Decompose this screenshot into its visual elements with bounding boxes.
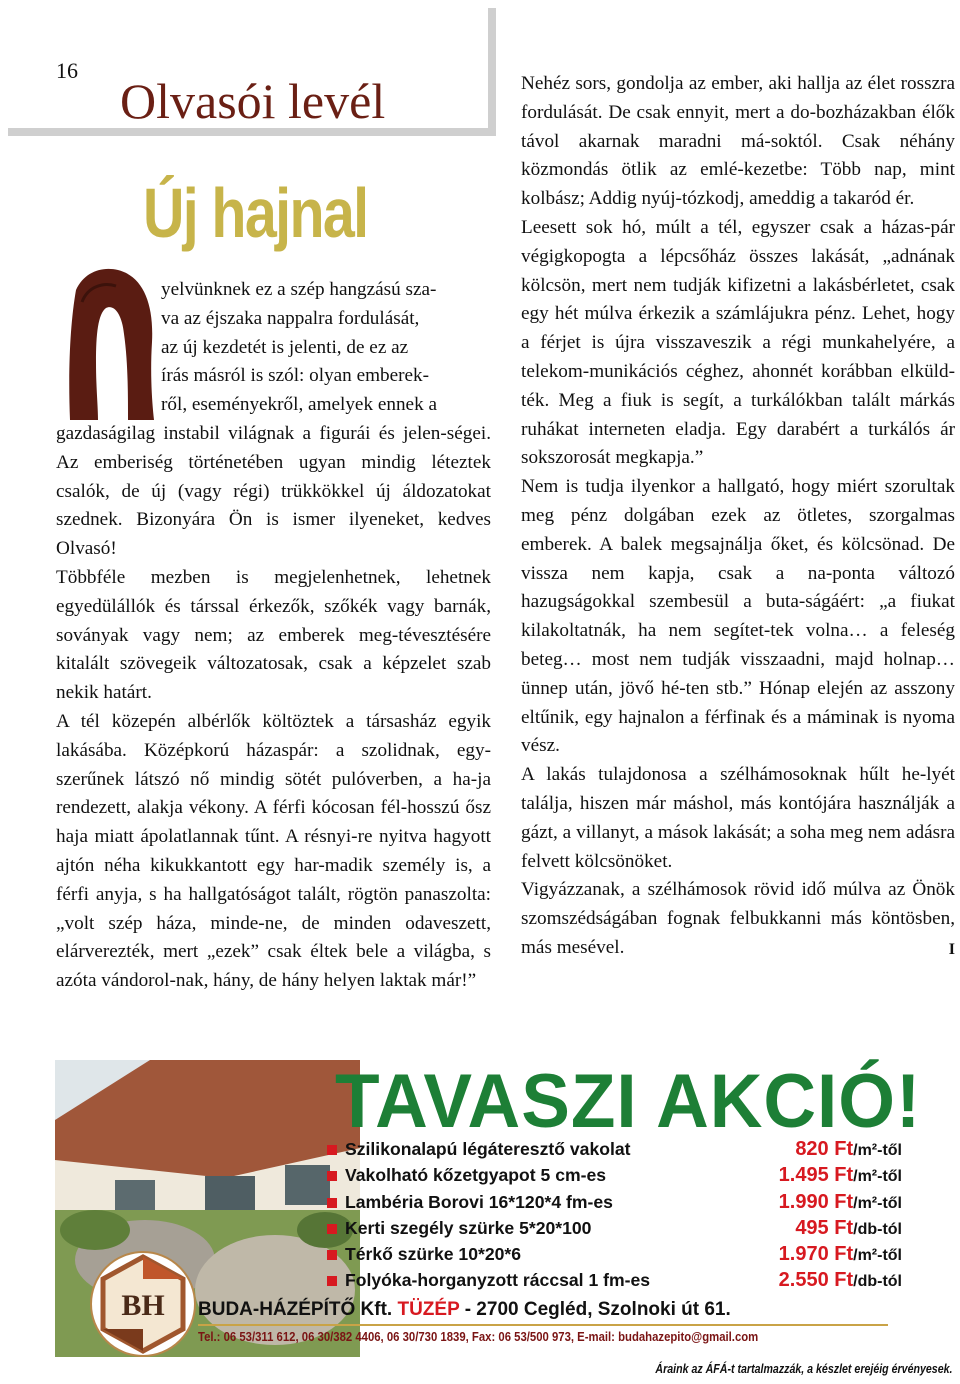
page-number: 16 [56, 58, 78, 83]
price-value: 1.495 Ft [778, 1164, 854, 1187]
intro-line: ről, eseményekről, amelyek ennek a [161, 394, 437, 416]
intro-line: yelvünknek ez a szép hangzású sza- [161, 279, 437, 300]
product-name: Szilikonalapú légáteresztő vakolat [345, 1139, 631, 1159]
price-unit: /db-tól [853, 1220, 902, 1238]
article-paragraph: gazdaságilag instabil világnak a figurái és jelen-ségei. Az emberiség történetében ugyan mindig léteztek csalók, de új (vagy régi) trükkökkel új áldozatokat szednek. Bizonyára Ön is ismer ilyeneket, kedves Olvasó! [56, 422, 491, 560]
left-column [56, 276, 491, 996]
article-paragraph: Többféle mezben is megjelenhetnek, lehetnek egyedülállók és társsal érkezők, szőkék vagy barnák, soványak vagy nem; az emberek meg-tévesztésére kitalált szövegeik változatosak, csak a képzelet szab nekik határt. [56, 566, 491, 704]
product-price [795, 1136, 902, 1164]
end-mark: I [948, 940, 955, 958]
price-unit: /m²-től [853, 1142, 902, 1159]
advertisement [55, 1060, 960, 1357]
article-paragraph: Leesett sok hó, múlt a tél, egyszer csak a házas-pár végigkopogta a lépcsőház összes lakását, „adnának kölcsön, mert nem tudják kifizetni a lakásbérletet, csak egy hét múlva érkezik a számlájukra pénz. Lehet, hogy a férjet is újra visszaveszik a régi munkahelyére, a telekom-munikációs céghez, ahonnét korábban elküld-ték. Meg a fiuk is segít, a turkálókban talált márkás ruhákat interneten eladja. Egy darabért a turkálós ár sokszorosát megkapja.” [521, 216, 955, 469]
company-line [198, 1299, 731, 1321]
company-tag: TÜZÉP [397, 1299, 460, 1320]
logo-text: BH [121, 1289, 165, 1322]
price-disclaimer: Áraink az ÁFÁ-t tartalmazzák, a készlet erejéig érvényesek. [654, 1362, 952, 1376]
bullet-icon [327, 1145, 337, 1155]
ad-title: TAVASZI AKCIÓ! [335, 1059, 922, 1144]
product-name: Folyóka-horganyzott ráccsal 1 fm-es [345, 1270, 651, 1291]
product-item [327, 1189, 902, 1215]
rubric-title: Olvasói levél [120, 73, 386, 129]
bullet-icon [327, 1224, 337, 1234]
right-column [521, 70, 955, 965]
product-item [327, 1215, 902, 1241]
article-paragraph [521, 876, 955, 962]
product-price [779, 1189, 902, 1217]
price-value: 1.970 Ft [778, 1243, 854, 1266]
article-paragraph: Nem is tudja ilyenkor a hallgató, hogy miért szorultak meg pénz dolgában ezek az ötletes, szorgalmas emberek. A balek megsajnálja őket, és kölcsönad. De vissza nem kapja, csak a na-ponta változó hazugságokkal szembesül a buta-ságáért: „a fiukat kilakoltatnák, ha nem segítet-tek volna… a feleség beteg… most nem tudják visszaadni, majd holnap… ünnep után, jövő hé-ten stb.” Hónap elején az asszony eltűnik, egy hajnalon a férfinak és a máminak is nyoma vész. [521, 476, 955, 757]
product-price [779, 1241, 902, 1269]
price-unit: /m²-től [853, 1168, 902, 1186]
product-price [779, 1267, 902, 1295]
intro-line: va az éjszaka nappalra fordulását, [161, 307, 420, 329]
product-price [779, 1162, 902, 1190]
bullet-icon [327, 1171, 337, 1181]
product-item [327, 1267, 902, 1293]
product-name: Térkő szürke 10*20*6 [345, 1244, 522, 1265]
product-name: Lambéria Borovi 16*120*4 fm-es [345, 1191, 613, 1212]
price-value: 2.550 Ft [778, 1269, 854, 1292]
product-name: Vakolható kőzetgyapot 5 cm-es [345, 1165, 607, 1186]
price-value: 1.990 Ft [778, 1190, 854, 1213]
price-value: 820 Ft [795, 1138, 854, 1160]
price-unit: /m²-től [853, 1247, 902, 1265]
product-item [327, 1136, 902, 1162]
company-address: - 2700 Cegléd, Szolnoki út 61. [464, 1299, 731, 1320]
article-headline: Új hajnal [143, 174, 368, 252]
intro-line: írás másról is szól: olyan emberek- [161, 365, 430, 387]
product-price [795, 1215, 902, 1243]
bullet-icon [327, 1250, 337, 1260]
company-logo [88, 1249, 198, 1359]
product-item [327, 1241, 902, 1267]
bullet-icon [327, 1276, 337, 1286]
article-paragraph: A tél közepén albérlők költöztek a társasház egyik lakásába. Középkorú házaspár: a szolidnak, egy-szerűnek látszó nő mindig sötét pulóverben, a ha-ja rendezett, alakja vékony. A férfi kócosan fél-hosszú ősz haja miatt ápolatlannak tűnt. A résnyi-re nyitva hagyott ajtón néha kikukkantott egy har-madik személy is, a férfi anyja, s ha hallgatóságot talált, rögtön panaszolta: „volt szép háza, minde-ne, de minden odaveszett, elárverezték, mert „ezek” csak éltek bele a világba, s azóta vándorol-nak, hány, de hány helyen laktak már!” [56, 710, 491, 992]
price-value: 495 Ft [795, 1216, 854, 1239]
intro-line: az új kezdetét is jelenti, de ez az [161, 336, 409, 358]
product-list [327, 1136, 902, 1294]
divider [198, 1324, 888, 1326]
bullet-icon [327, 1198, 337, 1208]
product-item [327, 1162, 902, 1188]
closing-text: Vigyázzanak, a szélhámosok rövid idő múlva az Önök szomszédságában fognak felbukkanni más köntösben, más mesével. [521, 879, 955, 958]
product-name: Kerti szegély szürke 5*20*100 [345, 1217, 592, 1238]
company-name: BUDA-HÁZÉPÍTŐ Kft. [198, 1299, 393, 1320]
article-paragraph: A lakás tulajdonosa a szélhámosoknak hűlt he-lyét találja, hiszen már máshol, más kontójára használják a gázt, a villanyt, a mások lakását; a soha meg nem adásra felvett kölcsönöket. [521, 764, 955, 872]
article-paragraph: Nehéz sors, gondolja az ember, aki hallja az élet rosszra fordulását. De csak ennyit, mert a do-bozházakban élők távol akarnak maradni má-soktól. Csak néhány közmondás ötlik az emlé-kezetbe: Több nap, mint kolbász; Addig nyúj-tózkodj, ameddig a takaród ér. [521, 73, 955, 210]
price-unit: /db-tól [853, 1273, 902, 1291]
contact-line: Tel.: 06 53/311 612, 06 30/382 4406, 06 30/730 1839, Fax: 06 53/500 973, E-mail: budahazepito@gmail.com [198, 1330, 759, 1344]
price-unit: /m²-től [853, 1194, 902, 1212]
